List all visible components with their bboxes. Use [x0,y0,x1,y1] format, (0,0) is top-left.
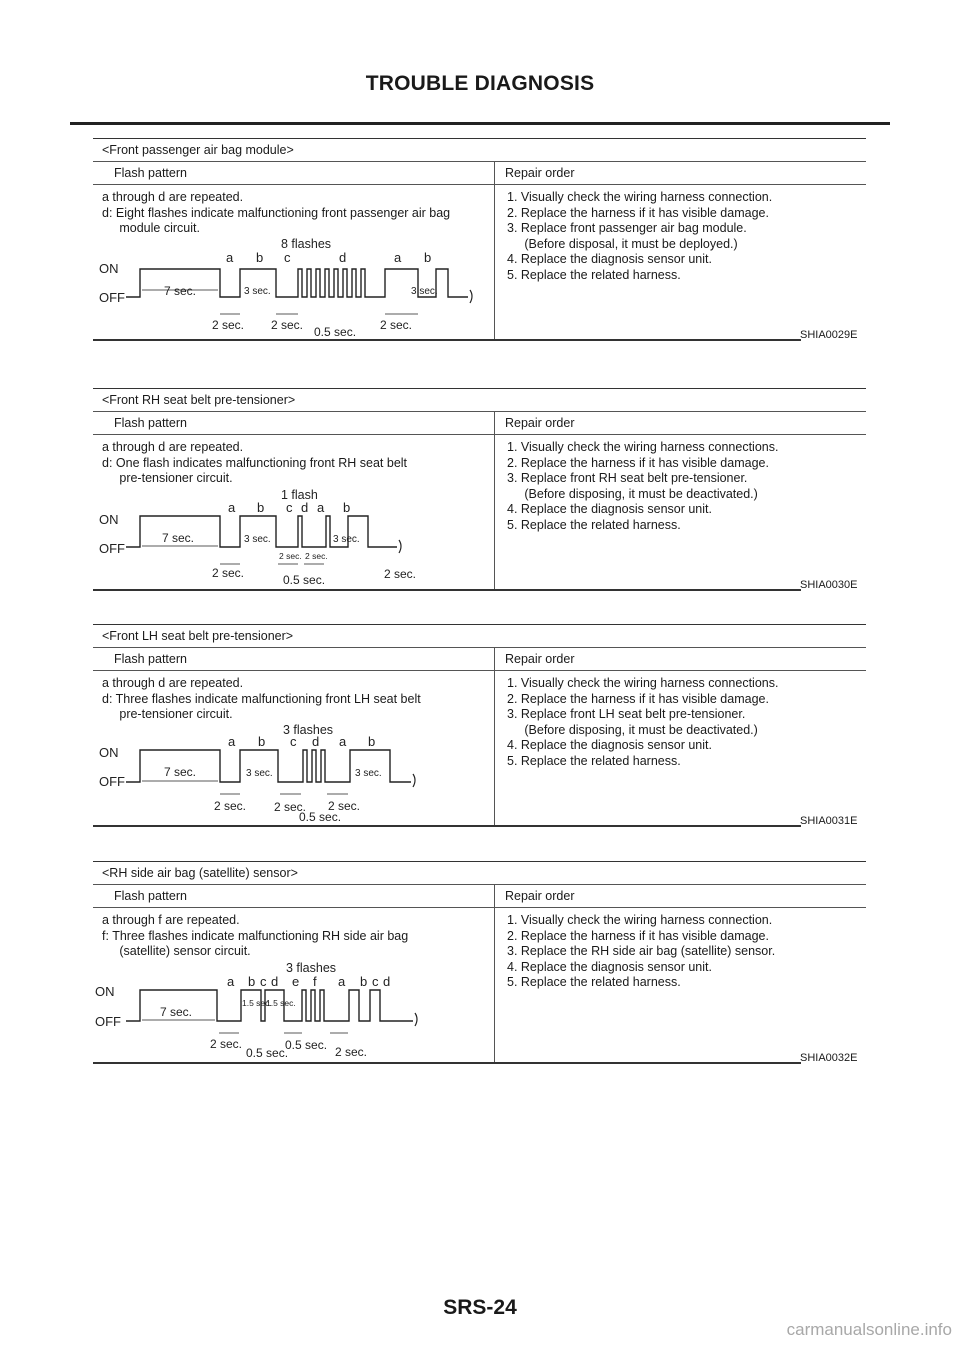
letter-a: a [339,734,347,749]
flash-description: a through d are repeated. d: One flash indicates malfunctioning front RH seat belt pre-tensioner circuit. [102,440,408,485]
letter-a: a [228,500,236,515]
figure-code: SHIA0031E [800,815,858,827]
section-header: <Front RH seat belt pre-tensioner> [93,388,866,412]
column-divider [494,412,495,590]
section-header: <RH side air bag (satellite) sensor> [93,861,866,885]
time-2sec: 2 sec. [305,551,328,561]
time-2sec: 2 sec. [210,1037,243,1051]
section-header: <Front LH seat belt pre-tensioner> [93,624,866,648]
col-repair-order: Repair order [505,889,575,903]
letter-a: a [228,734,236,749]
letter-b: b [368,734,376,749]
letter-b: b [248,974,256,989]
figure-code: SHIA0032E [800,1052,858,1064]
time-7sec: 7 sec. [160,1005,193,1019]
time-3sec: 3 sec. [244,286,271,297]
time-3sec: 3 sec. [244,534,271,545]
time-2sec: 2 sec. [212,566,245,580]
time-2sec: 2 sec. [212,318,245,332]
column-divider [494,162,495,340]
on-label: ON [99,512,119,527]
time-15sec: 1.5 sec. [266,998,296,1008]
col-repair-order: Repair order [505,166,575,180]
section-front-passenger-airbag [93,138,866,344]
letter-d: d [271,974,279,989]
off-label: OFF [99,290,125,305]
letter-c: c [284,250,291,265]
flash-description: a through d are repeated. d: Eight flashes indicate malfunctioning front passenger air bag module circuit. [102,190,451,235]
time-7sec: 7 sec. [164,765,197,779]
section-rh-side-airbag-sensor [93,861,866,1067]
flash-pattern-diagram [93,624,493,824]
off-label: OFF [95,1014,121,1029]
off-label: OFF [99,774,125,789]
letter-f: f [313,974,317,989]
letter-a: a [338,974,346,989]
flashes-label: 1 flash [281,488,318,502]
letter-c: c [290,734,297,749]
letter-a: a [226,250,234,265]
time-2sec: 2 sec. [274,800,307,814]
time-2sec: 2 sec. [328,799,361,813]
page-number: SRS-24 [443,1296,517,1319]
letter-b: b [257,500,265,515]
time-7sec: 7 sec. [164,284,197,298]
title-rule [70,122,890,125]
section-front-rh-pretensioner [93,388,866,594]
flash-pattern-diagram [93,388,493,588]
col-repair-order: Repair order [505,652,575,666]
letter-d: d [383,974,391,989]
on-label: ON [99,261,119,276]
letter-a: a [317,500,325,515]
flash-description: a through d are repeated. d: Three flashes indicate malfunctioning front LH seat belt pre-tensioner circuit. [102,676,421,721]
time-05sec: 0.5 sec. [299,810,342,824]
section-bottom-rule [93,1062,801,1064]
column-divider [494,885,495,1063]
flash-pattern-diagram [93,138,493,338]
off-label: OFF [99,541,125,556]
section-front-lh-pretensioner [93,624,866,830]
time-7sec: 7 sec. [162,531,195,545]
repair-order-list: 1. Visually check the wiring harness connection. 2. Replace the harness if it has visible damage. 3. Replace front passenger air bag module. (Before disposal, it must be deployed.) 4. Replace the diagnosis sensor unit. 5. Replace the related harness. [507,190,773,282]
letter-b: b [424,250,432,265]
time-05sec: 0.5 sec. [285,1038,328,1052]
time-2sec: 2 sec. [335,1045,368,1059]
section-bottom-rule [93,825,801,827]
on-label: ON [99,745,119,760]
time-15sec: 1.5 sec. [242,998,272,1008]
flashes-label: 8 flashes [281,237,332,251]
flashes-label: 3 flashes [283,723,334,737]
time-05sec: 0.5 sec. [283,573,326,587]
on-label: ON [95,984,115,999]
letter-b: b [343,500,351,515]
time-2sec: 2 sec. [271,318,304,332]
time-2sec: 2 sec. [384,567,417,581]
time-05sec: 0.5 sec. [246,1046,289,1060]
section-bottom-rule [93,339,801,341]
letter-b: b [256,250,264,265]
repair-order-list: 1. Visually check the wiring harness connections. 2. Replace the harness if it has visible damage. 3. Replace front LH seat belt pre-tensioner. (Before disposing, it must be deactivated.) 4. Replace the diagnosis sensor unit. 5. Replace the related harness. [507,676,779,768]
col-flash-pattern: Flash pattern [114,889,187,903]
time-05sec: 0.5 sec. [314,325,357,339]
col-repair-order: Repair order [505,416,575,430]
col-flash-pattern: Flash pattern [114,652,187,666]
letter-a: a [227,974,235,989]
figure-code: SHIA0030E [800,579,858,591]
time-2sec: 2 sec. [279,551,302,561]
watermark: carmanualsonline.info [786,1320,952,1339]
time-3sec: 3 sec. [333,534,360,545]
time-2sec: 2 sec. [214,799,247,813]
col-flash-pattern: Flash pattern [114,166,187,180]
flash-pattern-diagram [93,861,493,1061]
time-3sec: 3 sec. [411,286,438,297]
letter-d: d [312,734,320,749]
time-2sec: 2 sec. [380,318,413,332]
flashes-label: 3 flashes [286,961,337,975]
section-header: <Front passenger air bag module> [93,138,866,162]
page-title: TROUBLE DIAGNOSIS [365,72,595,95]
letter-d: d [339,250,347,265]
time-3sec: 3 sec. [355,768,382,779]
figure-code: SHIA0029E [800,329,858,341]
letter-c: c [286,500,293,515]
letter-e: e [292,974,300,989]
repair-order-list: 1. Visually check the wiring harness connection. 2. Replace the harness if it has visible damage. 3. Replace the RH side air bag (satellite) sensor. 4. Replace the diagnosis sensor unit. 5. Replace the related harness. [507,913,776,989]
time-3sec: 3 sec. [246,768,273,779]
letter-d: d [301,500,309,515]
repair-order-list: 1. Visually check the wiring harness connections. 2. Replace the harness if it has visible damage. 3. Replace front RH seat belt pre-tensioner. (Before disposing, it must be deactivated.) 4. Replace the diagnosis sensor unit. 5. Replace the related harness. [507,440,779,532]
letter-a: a [394,250,402,265]
flash-description: a through f are repeated. f: Three flashes indicate malfunctioning RH side air bag (satellite) sensor circuit. [102,913,409,958]
letter-b: b [360,974,368,989]
col-flash-pattern: Flash pattern [114,416,187,430]
letter-c: c [372,974,379,989]
letter-c: c [260,974,267,989]
column-divider [494,648,495,826]
section-bottom-rule [93,589,801,591]
letter-b: b [258,734,266,749]
